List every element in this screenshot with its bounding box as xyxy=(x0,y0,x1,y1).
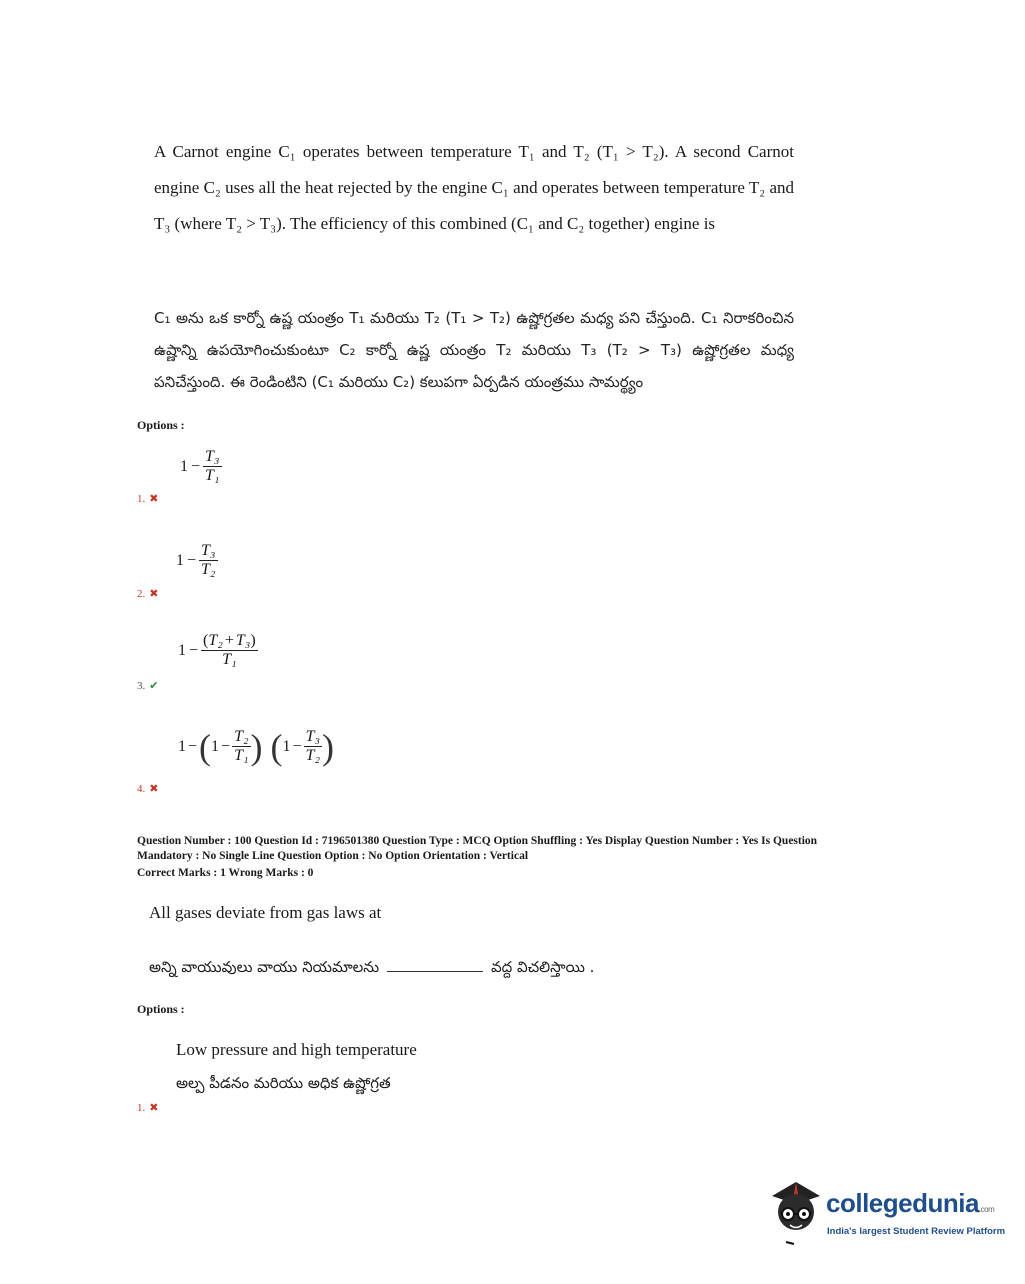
question-text-en: A Carnot engine C₁ operates between temperature T₁ and T₂ (T₁ > T₂). A second Carnot engine C₂ uses all the heat rejected by the engine C₁ and operates between temperature T₂ and T₃ (where T₂ > T₃). The efficiency of this combined (C₁ and C₂ together) engine is xyxy=(154,142,794,233)
wrong-mark-icon: ✖ xyxy=(149,1102,159,1114)
option-1-number[interactable]: 1. ✖ xyxy=(137,493,159,505)
fraction: $\frac{\text{(T₂ + T₃)}}{\text{T₁}}$ xyxy=(203,632,256,668)
collegedunia-logo[interactable] xyxy=(766,1178,1006,1248)
wrong-mark-icon: ✖ xyxy=(149,783,159,795)
wrong-mark-icon: ✖ xyxy=(149,588,159,600)
option-1-formula: 1 − $\frac{\text{T₃}}{\text{T₁}}$ xyxy=(180,448,220,484)
option-4-number[interactable]: 4. ✖ xyxy=(137,783,159,795)
options-label: Options : xyxy=(137,1002,185,1016)
check-mark-icon: ✔ xyxy=(149,680,159,692)
q2-option-1-te: అల్ప పీడనం మరియు అధిక ఉష్ణోగ్రత xyxy=(176,1074,391,1092)
fraction: $\frac{\text{T₂}}{\text{T₁}}$ xyxy=(234,728,249,764)
question-2-text-te: అన్ని వాయువులు వాయు నియమాలను వద్ద విచలిస్తాయి . xyxy=(149,958,595,976)
fraction: $\frac{\text{T₃}}{\text{T₂}}$ xyxy=(305,728,321,764)
option-3-formula: 1 − $\frac{\text{(T₂ + T₃)}}{\text{T₁}}$ xyxy=(178,632,256,668)
mascot-icon xyxy=(766,1178,826,1248)
question-text-te: C₁ అను ఒక కార్నో ఉష్ణ యంత్రం T₁ మరియు T₂ (T₁ > T₂) ఉష్ణోగ్రతల మధ్య పని చేస్తుంది. C₁ నిరాకరించిన ఉష్ణాన్ని ఉపయోగించుకుంటూ C₂ కార్నో ఉష్ణ యంత్రం T₂ మరియు T₃ (T₂ > T₃) ఉష్ణోగ్రతల మధ్య పనిచేస్తుంది. ఈ రెండింటిని (C₁ మరియు C₂) కలుపగా ఏర్పడిన యంత్రము సామర్థ్యం xyxy=(154,309,794,391)
logo-wordmark: collegedunia.com xyxy=(826,1188,995,1218)
question-meta: Question Number : 100 Question Id : 7196501380 Question Type : MCQ Option Shuffling : Yes Display Question Number : Yes Is Question Mandatory : No Single Line Question Option : No Option Orientation : Vertical Correct Marks : 1 Wrong Marks : 0 xyxy=(137,835,818,879)
q2-option-1-number[interactable]: 1. ✖ xyxy=(137,1102,159,1114)
options-label: Options : xyxy=(137,418,185,432)
option-3-number[interactable]: 3. ✔ xyxy=(137,680,159,692)
fraction: $\frac{\text{T₃}}{\text{T₁}}$ xyxy=(205,448,220,484)
option-2-number[interactable]: 2. ✖ xyxy=(137,588,159,600)
fraction: $\frac{\text{T₃}}{\text{T₂}}$ xyxy=(201,542,216,578)
logo-tagline: India's largest Student Review Platform xyxy=(827,1226,1006,1237)
q2-option-1-en: Low pressure and high temperature xyxy=(176,1040,417,1059)
option-4-formula: 1 − ( 1 − $\frac{\text{T₂}}{\text{T₁}}$ ) ( 1 − $\frac{\text{T₃}}{\text{T₂}}$ ) xyxy=(178,726,335,767)
fill-blank xyxy=(387,957,483,972)
wrong-mark-icon: ✖ xyxy=(149,493,159,505)
option-2-formula: 1 − $\frac{\text{T₃}}{\text{T₂}}$ xyxy=(176,542,216,578)
question-2-text-en: All gases deviate from gas laws at xyxy=(149,903,382,922)
